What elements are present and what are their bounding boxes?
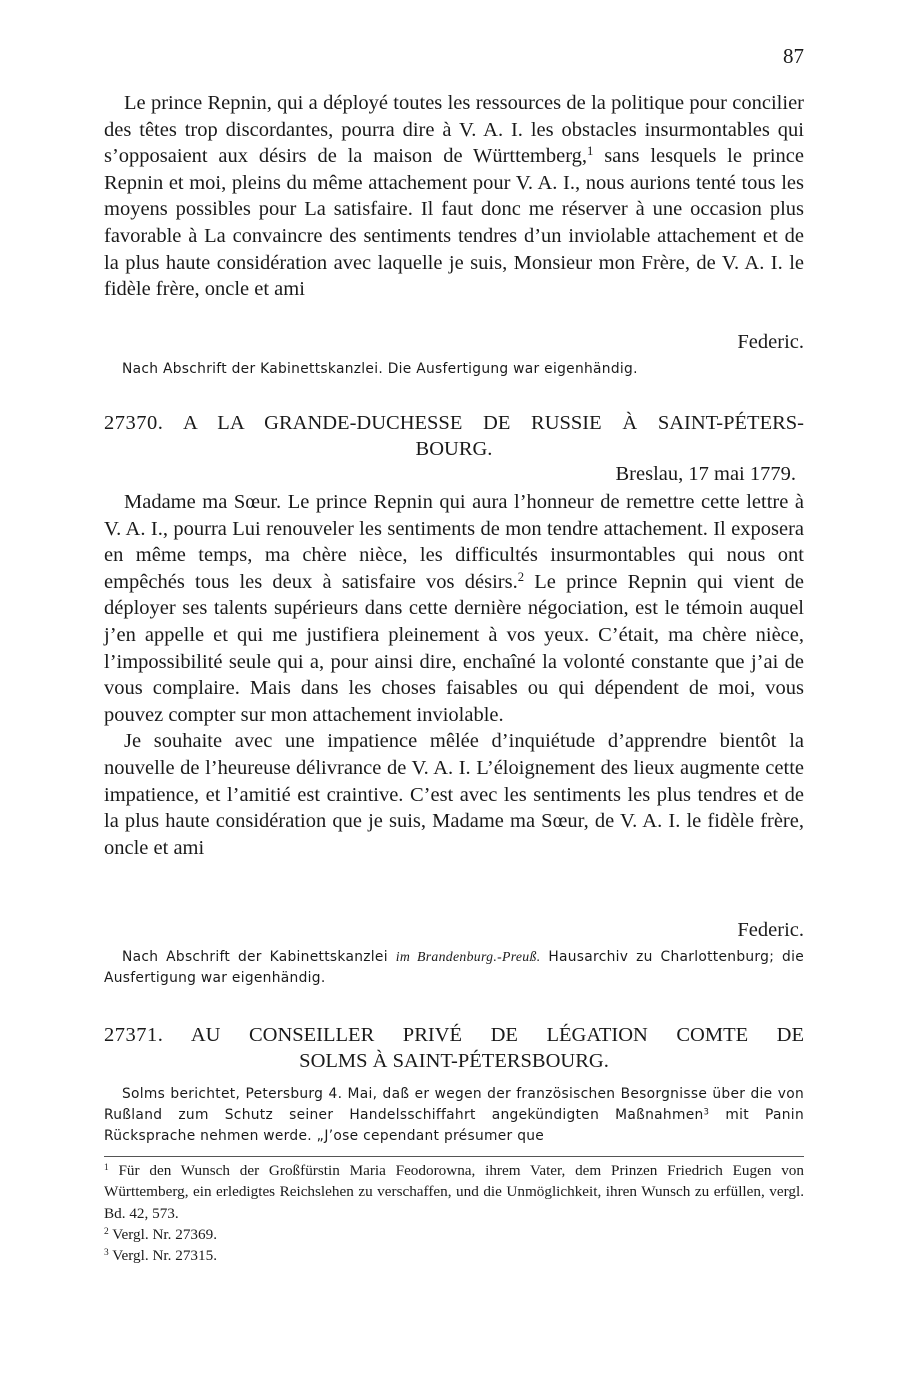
previous-letter-source-note: Nach Abschrift der Kabinettskanzlei. Die Ausfertigung war eigenhändig. [122, 361, 638, 377]
letter-27370-paragraph-2: Je souhaite avec une impatience mêlée d’inquiétude d’apprendre bientôt la nouvelle de l’heureuse délivrance de V. A. I. L’éloignement des lieux augmente cette impatience, et l’amitié est craintive. C’est avec les sentiments les plus tendres et de la plus haute considération que je suis, Madame ma Sœur, de V. A. I. le fidèle frère, oncle et ami [104, 730, 804, 859]
letter-27371-title-line2: SOLMS À SAINT-PÉTERSBOURG. [299, 1050, 609, 1072]
letter-27370-source-note: Nach Abschrift der Kabinettskanzlei im Brandenburg.-Preuß. Hausarchiv zu Charlottenburg; die Ausfertigung war eigenhändig. [104, 949, 804, 986]
letter-27370-number: 27370. [104, 412, 164, 434]
footnote-3: $^3$ Vergl. Nr. 27315. [104, 1247, 217, 1265]
letter-27370-title-line1: A LA GRANDE-DUCHESSE DE RUSSIE À SAINT-PÉTERS- [182, 412, 804, 434]
prev-text-b: sans lesquels le prince Repnin et moi, pleins du même attachement pour V. A. I., nous aurions tenté tous les moyens possibles pour La satisfaire. Il faut donc me réserver à une occasion plus favorable à La convaincre des sentiments tendres d’un inviolable attachement et de la plus haute considération avec laquelle je suis, Monsieur mon Frère, de V. A. I. le fidèle frère, oncle et ami [104, 145, 804, 301]
footnote-ref-3: 3 [703, 1107, 710, 1118]
letter-27371-summary: Solms berichtet, Petersburg 4. Mai, daß er wegen der französischen Besorgnisse über die von Rußland zum Schutz seiner Handelsschiffahrt angekündigten Maßnahmen$^3$ mit Panin Rücksprache nehmen werde. „J’ose cependant présumer que [104, 1086, 804, 1144]
letter-27370-text [104, 489, 804, 861]
letter-27370-paragraph-1: Madame ma Sœur. Le prince Repnin qui aura l’honneur de remettre cette lettre à V. A. I., pourra Lui renouveler les sentiments de mon tendre attachement. Il exposera en même temps, ma chère nièce, les difficultés insurmontables qui nous ont empêchés tous les deux à satisfaire vos désirs.$^2$ Le prince Repnin qui vient de déployer ses talents supérieurs dans cette dernière négociation, est le témoin auquel j’en appelle et qui me justifiera pleinement à vos yeux. C’était, ma chère nièce, l’impossibilité seule qui a, pour ainsi dire, enchaîné la volonté constante que j’ai de vous complaire. Mais dans les choses faisables ou qui dépendent de moi, vous pouvez compter sur mon attachement inviolable. [104, 491, 804, 726]
letter-27370-dateline: Breslau, 17 mai 1779. [615, 463, 796, 485]
previous-letter-text [104, 90, 804, 303]
letter-27371-title-line1: AU CONSEILLER PRIVÉ DE LÉGATION COMTE DE [190, 1024, 804, 1046]
letter-27370-signature: Federic. [737, 919, 804, 941]
footnote-2: $^2$ Vergl. Nr. 27369. [104, 1225, 217, 1243]
previous-letter-signature: Federic. [737, 331, 804, 353]
footnote-ref-2: 2 [517, 569, 525, 584]
footnote-ref-1: 1 [587, 144, 594, 159]
footnote-divider [104, 1156, 804, 1157]
letter-27370-heading [104, 410, 804, 462]
prev-text-a: Le prince Repnin, qui a déployé toutes les ressources de la politique pour concilier des têtes trop discordantes, pourra dire à V. A. I. les obstacles insurmontables qui s’opposaient aux désirs de la maison de Württemberg, [104, 92, 804, 168]
letter-27371-number: 27371. [104, 1024, 164, 1046]
letter-27370-title-line2: BOURG. [415, 438, 493, 460]
footnotes [104, 1160, 804, 1266]
footnote-1: $^1$ Für den Wunsch der Großfürstin Maria Feodorowna, ihrem Vater, dem Prinzen Friedrich Eugen von Württemberg, ein erledigtes Reichslehen zu verschaffen, und die Unmöglichkeit, ihren Wunsch zu erfüllen, vergl. Bd. 42, 573. [104, 1162, 804, 1222]
letter-27371-heading [104, 1022, 804, 1074]
page-number: 87 [783, 44, 804, 68]
